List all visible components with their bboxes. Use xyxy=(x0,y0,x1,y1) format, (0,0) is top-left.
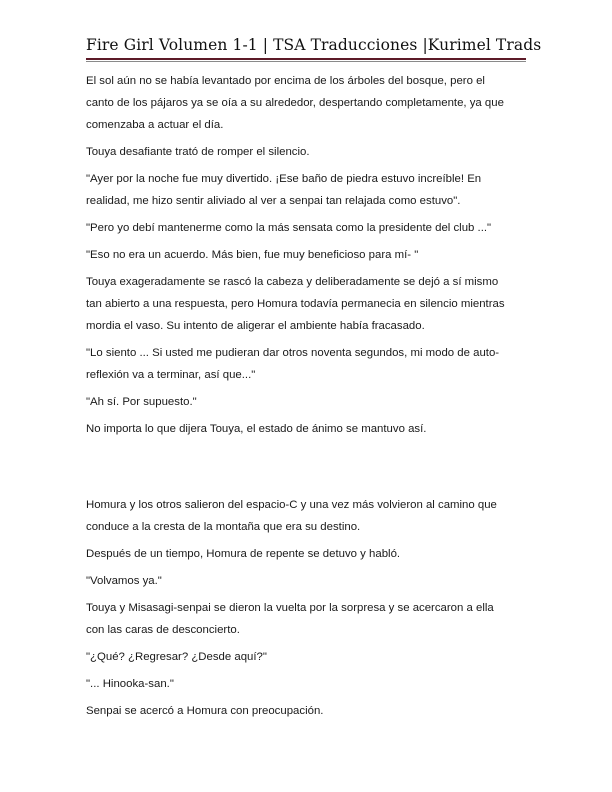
paragraph xyxy=(86,494,531,538)
paragraph-line: Touya exageradamente se rascó la cabeza y deliberadamente se dejó a sí mismo xyxy=(86,276,499,288)
paragraph-line: No importa lo que dijera Touya, el estado de ánimo se mantuvo así. xyxy=(86,423,427,435)
paragraph xyxy=(86,168,531,212)
header-rule-light xyxy=(86,61,526,62)
paragraph xyxy=(86,543,531,565)
section-part-2 xyxy=(86,494,531,722)
paragraph-line: mordia el vaso. Su intento de aligerar el ambiente había fracasado. xyxy=(86,320,425,332)
section-part-1 xyxy=(86,70,531,440)
paragraph-line: Touya desafiante trató de romper el silencio. xyxy=(86,146,310,158)
paragraph-line: Homura y los otros salieron del espacio-C y una vez más volvieron al camino que xyxy=(86,499,497,511)
body-text xyxy=(86,70,531,727)
paragraph xyxy=(86,418,531,440)
paragraph xyxy=(86,70,531,136)
page-header-title: Fire Girl Volumen 1-1 | TSA Traducciones |Kurimel Trads xyxy=(86,36,542,54)
paragraph xyxy=(86,391,531,413)
paragraph-line: "Ah sí. Por supuesto." xyxy=(86,396,197,408)
paragraph-line: realidad, me hizo sentir aliviado al ver a senpai tan relajada como estuvo". xyxy=(86,195,461,207)
paragraph-line: canto de los pájaros ya se oía a su alrededor, despertando completamente, ya que xyxy=(86,97,504,109)
paragraph xyxy=(86,141,531,163)
paragraph-line: "Pero yo debí mantenerme como la más sensata como la presidente del club ..." xyxy=(86,222,492,234)
paragraph-line: "Lo siento ... Si usted me pudieran dar otros noventa segundos, mi modo de auto- xyxy=(86,347,500,359)
paragraph-line: reflexión va a terminar, así que..." xyxy=(86,369,256,381)
paragraph-line: "Ayer por la noche fue muy divertido. ¡Ese baño de piedra estuvo increíble! En xyxy=(86,173,482,185)
paragraph xyxy=(86,646,531,668)
paragraph-line: con las caras de desconcierto. xyxy=(86,624,240,636)
paragraph-line: "Volvamos ya." xyxy=(86,575,162,587)
paragraph xyxy=(86,244,531,266)
paragraph-line: Senpai se acercó a Homura con preocupación. xyxy=(86,705,324,717)
paragraph-line: comenzaba a actuar el día. xyxy=(86,119,224,131)
paragraph-line: tan abierto a una respuesta, pero Homura todavía permanecia en silencio mientras xyxy=(86,298,505,310)
paragraph-line: Touya y Misasagi-senpai se dieron la vuelta por la sorpresa y se acercaron a ella xyxy=(86,602,494,614)
paragraph-line: "Eso no era un acuerdo. Más bien, fue muy beneficioso para mí- " xyxy=(86,249,419,261)
paragraph-line: conduce a la cresta de la montaña que era su destino. xyxy=(86,521,361,533)
paragraph xyxy=(86,673,531,695)
paragraph xyxy=(86,217,531,239)
header-rule-dark xyxy=(86,58,526,60)
paragraph xyxy=(86,570,531,592)
paragraph-line: "¿Qué? ¿Regresar? ¿Desde aquí?" xyxy=(86,651,267,663)
paragraph xyxy=(86,700,531,722)
paragraph-line: El sol aún no se había levantado por encima de los árboles del bosque, pero el xyxy=(86,75,485,87)
scene-break xyxy=(86,445,531,494)
paragraph xyxy=(86,597,531,641)
paragraph xyxy=(86,342,531,386)
paragraph-line: "... Hinooka-san." xyxy=(86,678,174,690)
paragraph-line: Después de un tiempo, Homura de repente se detuvo y habló. xyxy=(86,548,401,560)
paragraph xyxy=(86,271,531,337)
